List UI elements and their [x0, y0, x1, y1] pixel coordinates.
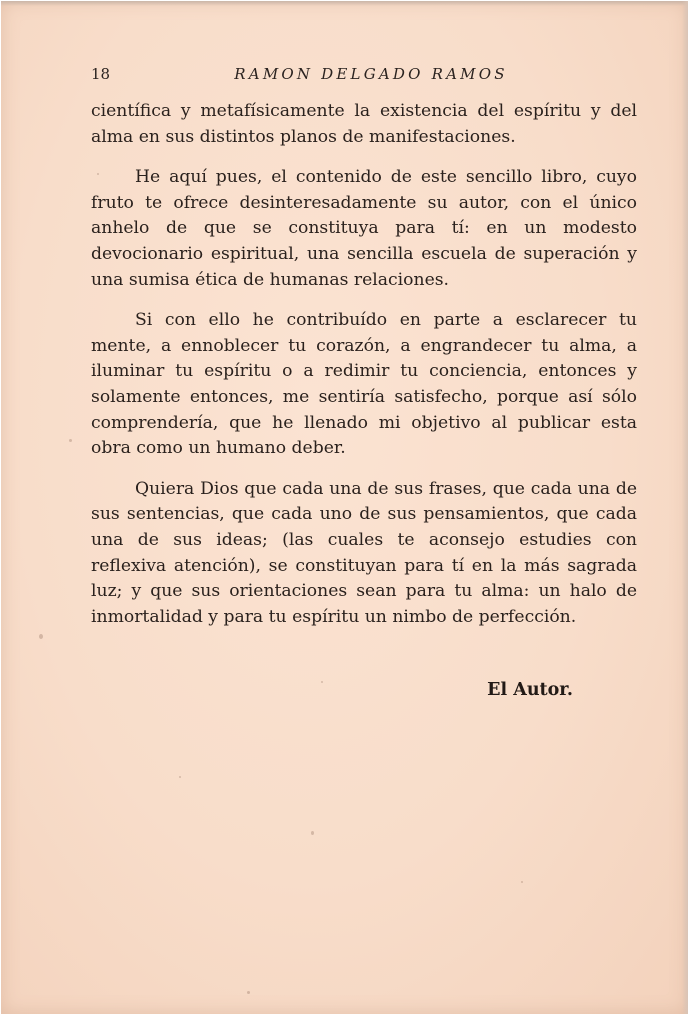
running-head	[91, 63, 637, 85]
paper-speck	[521, 881, 523, 883]
paragraph: He aquí pues, el contenido de este sencillo libro, cuyo fruto te ofrece desinteresadamente su autor, con el único anhelo de que se constituya para tí: en un modesto devocionario espiritual, una sencilla escuela de superación y una sumisa ética de humanas relaciones.	[91, 167, 637, 290]
signature: El Autor.	[487, 680, 573, 700]
paragraph: Quiera Dios que cada una de sus frases, que cada una de sus sentencias, que cada uno de sus pensamientos, que cada una de sus ideas; (las cuales te aconsejo estudies con reflexiva atención), se constituyan para tí en la más sagrada luz; y que sus orientaciones sean para tu alma: un halo de inmortalidad y para tu espíritu un nimbo de perfección.	[91, 478, 637, 627]
paragraph: Si con ello he contribuído en parte a esclarecer tu mente, a ennoblecer tu corazón, a engrandecer tu alma, a iluminar tu espíritu o a redimir tu conciencia, entonces y solamente entonces, me sentiría satisfecho, porque así sólo comprendería, que he llenado mi objetivo al publicar esta obra como un humano deber.	[91, 310, 637, 459]
paper-speck	[179, 776, 181, 778]
book-page	[1, 1, 688, 1014]
paper-speck	[97, 173, 99, 175]
paper-speck	[247, 991, 250, 994]
paper-speck	[39, 634, 43, 639]
paper-speck	[321, 681, 323, 683]
page-right-edge	[682, 1, 688, 1014]
running-title: RAMON DELGADO RAMOS	[234, 65, 508, 83]
paper-speck	[311, 831, 314, 835]
body-text	[91, 99, 637, 645]
paper-speck	[69, 439, 72, 442]
page-number: 18	[91, 65, 111, 83]
page-top-edge	[1, 1, 688, 6]
paragraph-continuation: científica y metafísicamente la existencia del espíritu y del alma en sus distintos planos de manifestaciones.	[91, 101, 637, 147]
